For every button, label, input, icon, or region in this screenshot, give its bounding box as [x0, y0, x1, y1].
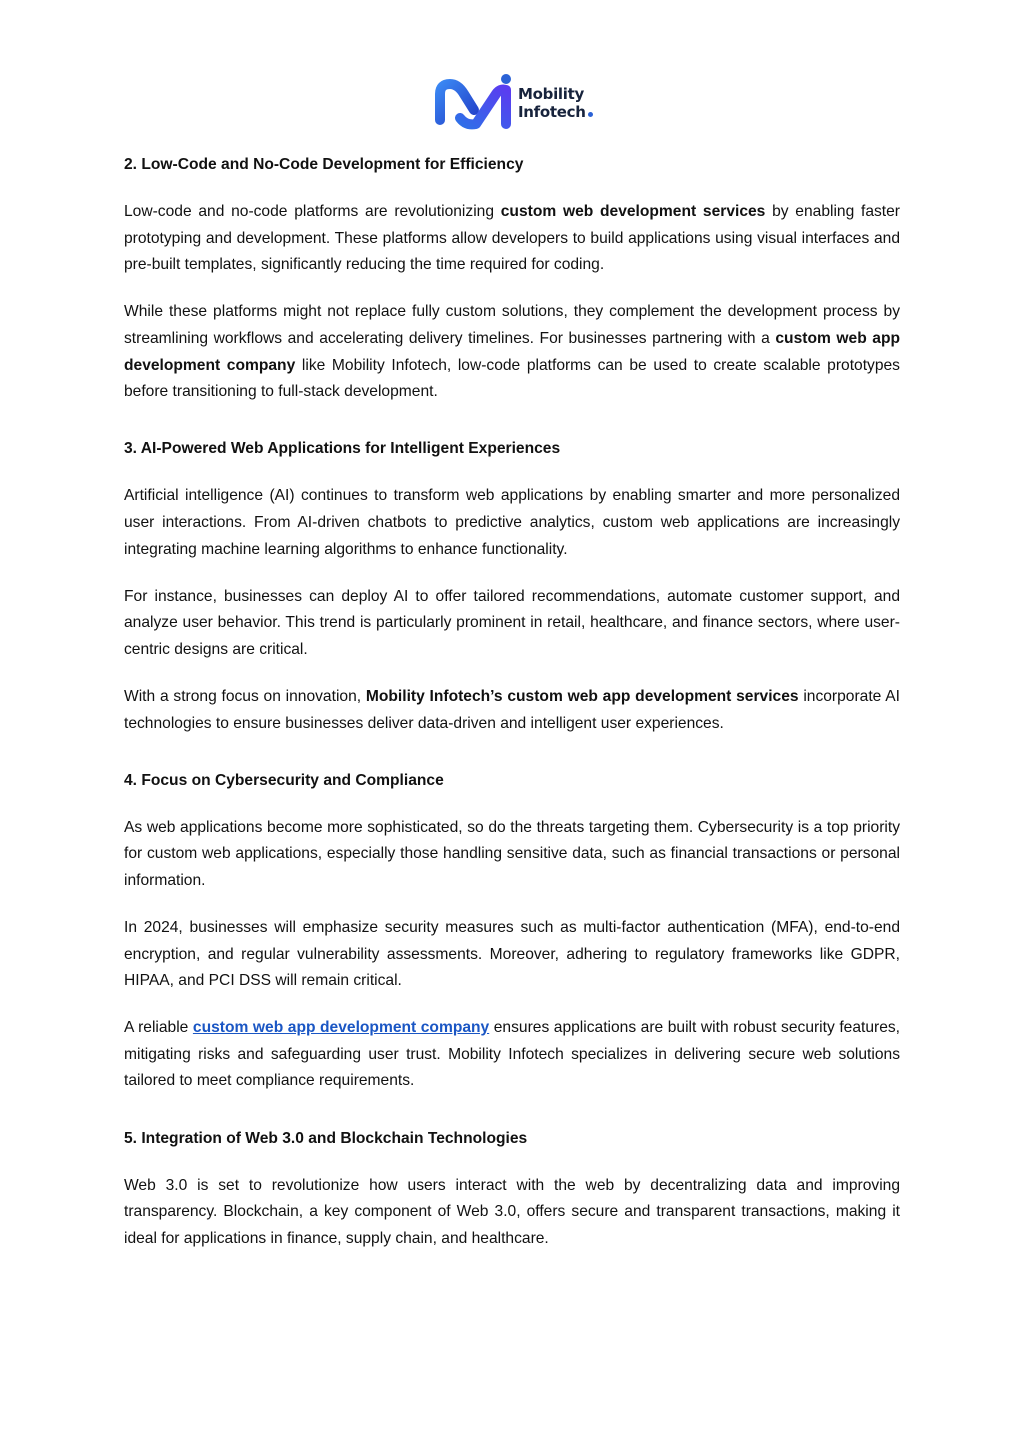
paragraph-text: A reliable [124, 1019, 193, 1037]
paragraph-text: by enabling faster prototyping and development. These platforms allow developers to build applications using visual interfaces and pre-built templates, significantly reducing the time required for coding. [124, 203, 900, 274]
paragraph: In 2024, businesses will emphasize security measures such as multi-factor authentication (MFA), end-to-end encryption, and regular vulnerability assessments. Moreover, adhering to regulatory frameworks like GDPR, HIPAA, and PCI DSS will remain critical. [124, 918, 900, 990]
emphasis-text: custom web development services [500, 203, 766, 221]
logo-line-1: Mobility [518, 85, 584, 103]
section-heading: 3. AI-Powered Web Applications for Intelligent Experiences [124, 440, 561, 458]
logo-wordmark [518, 85, 593, 121]
custom-web-app-development-company-link[interactable]: custom web app development company [192, 1019, 490, 1037]
paragraph: As web applications become more sophisticated, so do the threats targeting them. Cybersecurity is a top priority for custom web applications, especially those handling sensitive data, such as financial transactions or personal information. [124, 818, 900, 889]
paragraph [124, 1015, 900, 1095]
paragraph-text: incorporate AI technologies to ensure businesses deliver data-driven and intelligent user experiences. [124, 687, 900, 732]
paragraph [124, 199, 900, 279]
section-heading: 5. Integration of Web 3.0 and Blockchain Technologies [124, 1129, 528, 1147]
logo-line-2-text: Infotech [518, 103, 586, 121]
paragraph-text: With a strong focus on innovation, [124, 687, 366, 705]
paragraph-text: like Mobility Infotech, low-code platforms can be used to create scalable prototypes before transitioning to full-stack development. [124, 356, 900, 401]
paragraph: For instance, businesses can deploy AI to offer tailored recommendations, automate customer support, and analyze user behavior. This trend is particularly prominent in retail, healthcare, and finance sectors, where user-centric designs are critical. [124, 587, 900, 658]
document-body [124, 152, 900, 1252]
paragraph-text: Low-code and no-code platforms are revolutionizing [124, 203, 501, 221]
paragraph-text: While these platforms might not replace fully custom solutions, they complement the development process by streamlining workflows and accelerating delivery timelines. For businesses partnering with a [124, 303, 900, 347]
emphasis-text: custom web app development company [124, 329, 900, 374]
logo-dot-icon [588, 112, 593, 117]
mobility-infotech-logo [434, 72, 598, 134]
emphasis-text: Mobility Infotech’s custom web app development services [365, 687, 799, 705]
mobility-infotech-logo-mark-icon [434, 72, 514, 134]
paragraph: Web 3.0 is set to revolutionize how users interact with the web by decentralizing data and improving transparency. Blockchain, a key component of Web 3.0, offers secure and transparent transactions, making it ideal for applications in finance, supply chain, and healthcare. [124, 1176, 900, 1247]
paragraph: Artificial intelligence (AI) continues to transform web applications by enabling smarter and more personalized user interactions. From AI-driven chatbots to predictive analytics, custom web applications are increasingly integrating machine learning algorithms to enhance functionality. [124, 487, 900, 558]
paragraph [124, 684, 900, 737]
paragraph-text: ensures applications are built with robust security features, mitigating risks and safeguarding user trust. Mobility Infotech specializes in delivering secure web solutions tailored to meet compliance requirements. [124, 1019, 900, 1090]
logo-line-2 [518, 103, 593, 121]
paragraph [124, 299, 900, 405]
section-heading: 2. Low-Code and No-Code Development for Efficiency [124, 156, 524, 173]
section-heading: 4. Focus on Cybersecurity and Compliance [124, 771, 444, 789]
